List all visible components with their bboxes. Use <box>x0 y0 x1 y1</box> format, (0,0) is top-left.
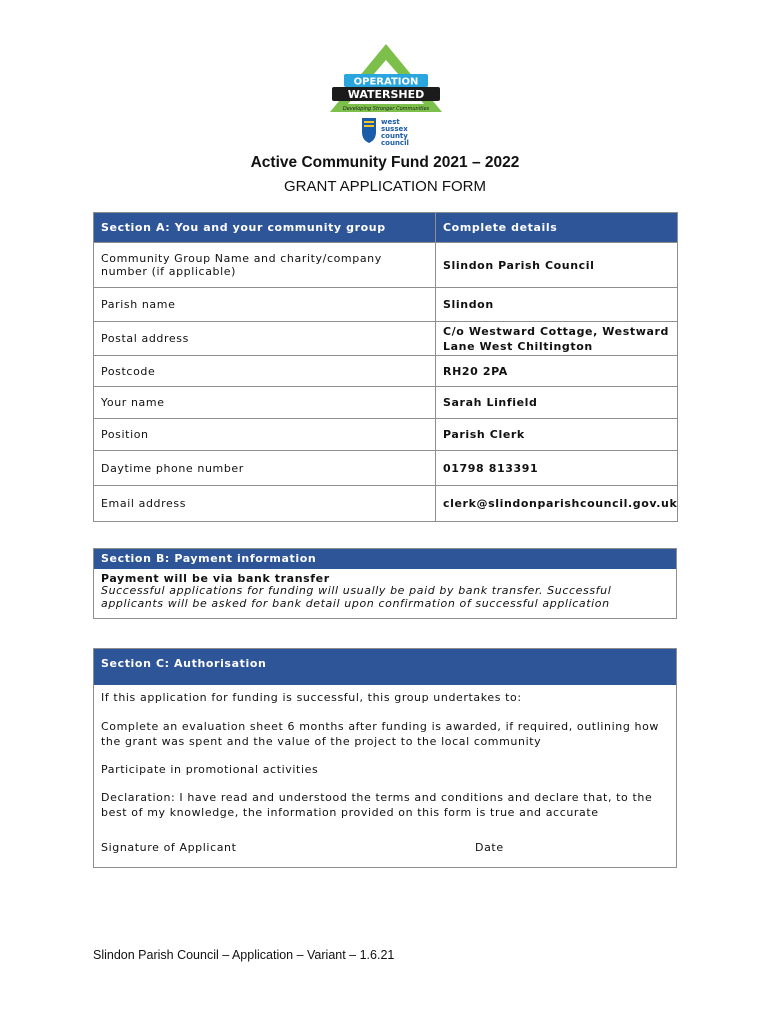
section-c-header: Section C: Authorisation <box>94 649 676 685</box>
council-word-4: council <box>381 139 409 147</box>
postcode-label: Postcode <box>94 356 436 387</box>
section-b-header: Section B: Payment information <box>94 549 676 569</box>
promotion-item: Participate in promotional activities <box>101 763 319 776</box>
table-row <box>94 486 678 522</box>
payment-info-text: Successful applications for funding will usually be paid by bank transfer. Successful applicants will be asked for bank detail upon confirmation of successful application <box>101 584 612 610</box>
table-row <box>94 243 678 288</box>
your-name-label: Your name <box>94 387 436 419</box>
section-a-header: Section A: You and your community group <box>94 213 436 243</box>
council-word-2: sussex <box>381 125 408 133</box>
council-word-3: county <box>381 132 408 140</box>
table-row <box>94 451 678 486</box>
position-value[interactable]: Parish Clerk <box>436 419 678 451</box>
postcode-value[interactable]: RH20 2PA <box>436 356 678 387</box>
table-row <box>94 288 678 322</box>
form-title: Active Community Fund 2021 – 2022 <box>250 154 520 171</box>
parish-name-value[interactable]: Slindon <box>436 288 678 322</box>
logo-watershed-text: WATERSHED <box>347 88 425 101</box>
declaration-text: Declaration: I have read and understood the terms and conditions and declare that, to the best of my knowledge, the information provided on this form is true and accurate <box>101 791 653 819</box>
position-label: Position <box>94 419 436 451</box>
logo-tagline: Developing Stronger Communities <box>342 106 430 112</box>
logo <box>326 44 446 150</box>
table-row <box>94 322 678 356</box>
parish-name-label: Parish name <box>94 288 436 322</box>
section-c-box <box>93 648 677 868</box>
community-group-label: Community Group Name and charity/company number (if applicable) <box>94 243 436 288</box>
section-a-header-row <box>94 213 678 243</box>
table-row <box>94 356 678 387</box>
form-subtitle: GRANT APPLICATION FORM <box>284 178 486 195</box>
undertaking-intro: If this application for funding is successful, this group undertakes to: <box>101 691 522 704</box>
community-group-value[interactable]: Slindon Parish Council <box>436 243 678 288</box>
footer-text: Slindon Parish Council – Application – Variant – 1.6.21 <box>93 948 395 962</box>
postal-address-label: Postal address <box>94 322 436 356</box>
council-word-1: west <box>381 118 400 126</box>
table-row <box>94 387 678 419</box>
phone-value[interactable]: 01798 813391 <box>436 451 678 486</box>
email-label: Email address <box>94 486 436 522</box>
section-a-table <box>93 212 678 522</box>
complete-details-header: Complete details <box>436 213 678 243</box>
section-b-box <box>93 548 677 619</box>
your-name-value[interactable]: Sarah Linfield <box>436 387 678 419</box>
postal-address-value[interactable]: C/o Westward Cottage, Westward Lane West Chiltington <box>436 322 678 356</box>
phone-label: Daytime phone number <box>94 451 436 486</box>
payment-method-text: Payment will be via bank transfer <box>101 572 330 585</box>
date-label: Date <box>475 841 504 854</box>
operation-watershed-logo <box>326 44 446 150</box>
email-value[interactable]: clerk@slindonparishcouncil.gov.uk <box>436 486 678 522</box>
table-row <box>94 419 678 451</box>
evaluation-item: Complete an evaluation sheet 6 months after funding is awarded, if required, outlining how the grant was spent and the value of the project to the local community <box>101 720 659 748</box>
logo-operation-text: OPERATION <box>353 76 419 88</box>
signature-label: Signature of Applicant <box>101 841 237 854</box>
